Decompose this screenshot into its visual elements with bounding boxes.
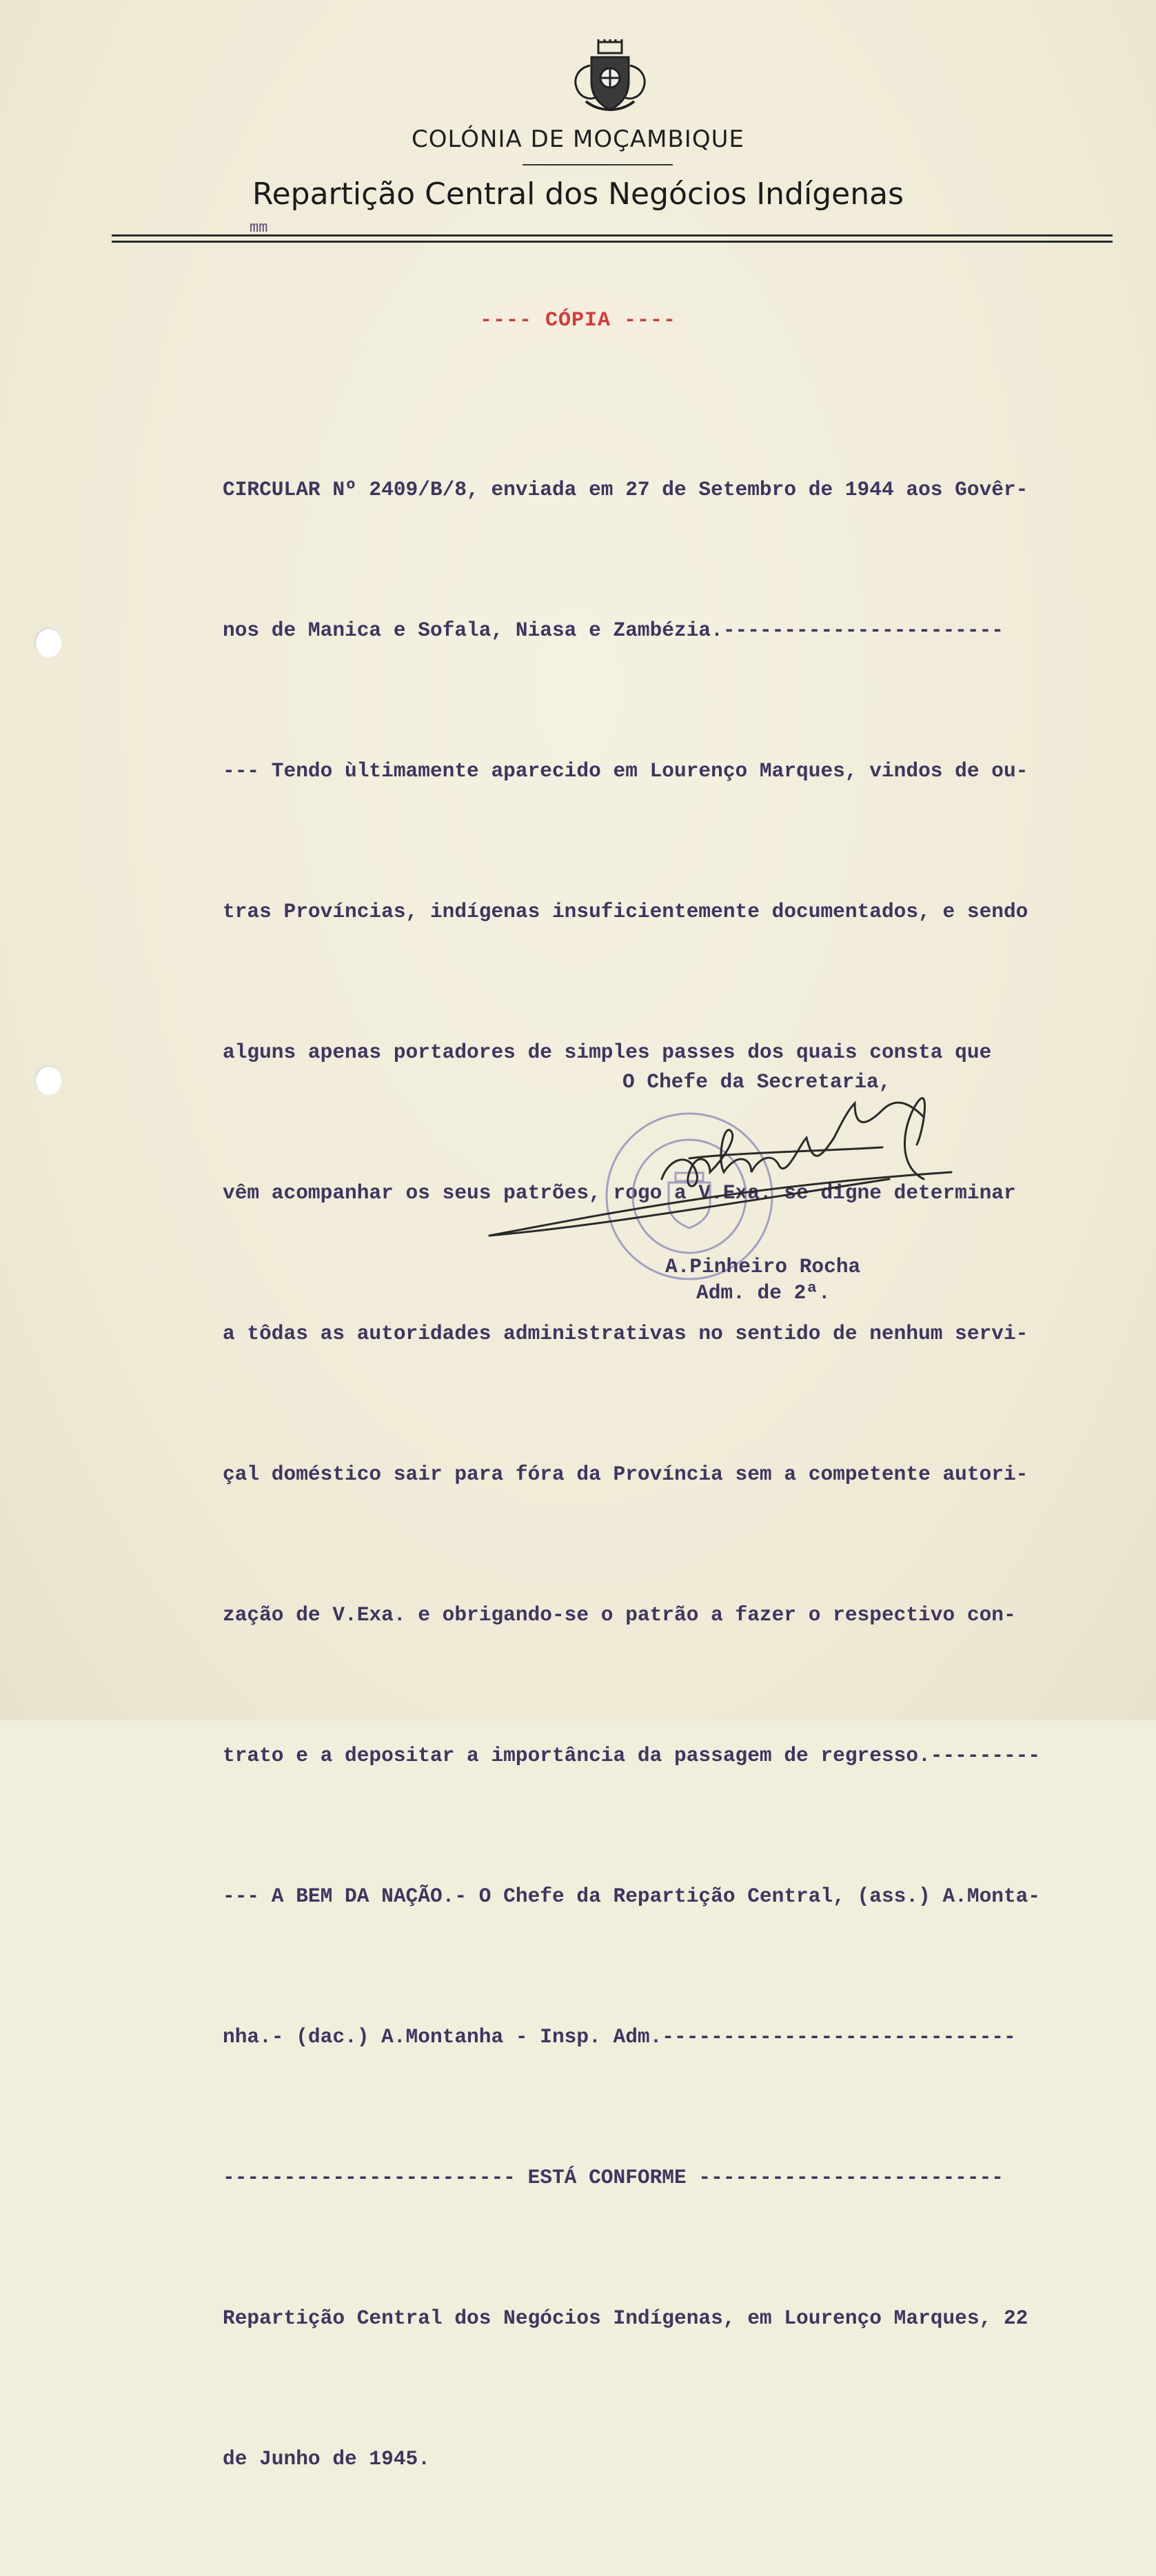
colony-heading: COLÓNIA DE MOÇAMBIQUE xyxy=(412,125,744,153)
body-line: a tôdas as autoridades administrativas no sentido de nenhum servi- xyxy=(223,1322,1028,1345)
punch-hole-lower xyxy=(34,1065,62,1096)
department-heading: Repartição Central dos Negócios Indígenas xyxy=(252,177,904,212)
body-line: tras Províncias, indígenas insuficientemente documentados, e sendo xyxy=(223,900,1028,923)
coat-of-arms-icon xyxy=(565,38,655,117)
signatory-role: Adm. de 2ª. xyxy=(696,1281,831,1305)
body-line: Repartição Central dos Negócios Indígenas, em Lourenço Marques, 22 xyxy=(223,2306,1028,2330)
copy-label: ---- CÓPIA ---- xyxy=(479,309,677,332)
header-rule-bottom xyxy=(112,241,1113,243)
header-rule-top xyxy=(112,234,1113,237)
body-line: çal doméstico sair para fóra da Província sem a competente autori- xyxy=(223,1462,1028,1486)
reference-mark: mm xyxy=(250,219,268,237)
body-line: de Junho de 1945. xyxy=(223,2447,430,2471)
body-line: ------------------------ ESTÁ CONFORME ------------------------- xyxy=(223,2166,1004,2189)
handwritten-signature xyxy=(483,1076,965,1255)
circular-body xyxy=(223,372,1146,2576)
body-line: alguns apenas portadores de simples passes dos quais consta que xyxy=(223,1040,992,1064)
body-line: nos de Manica e Sofala, Niasa e Zambézia.----------------------- xyxy=(223,618,1004,642)
heading-divider xyxy=(523,164,673,165)
body-line: vêm acompanhar os seus patrões, rogo a V.Exa. se digne determinar xyxy=(223,1181,1016,1205)
body-line: trato e a depositar a importância da passagem de regresso.--------- xyxy=(223,1744,1041,1767)
body-line: zação de V.Exa. e obrigando-se o patrão a fazer o respectivo con- xyxy=(223,1603,1016,1627)
body-line: --- A BEM DA NAÇÃO.- O Chefe da Repartição Central, (ass.) A.Monta- xyxy=(223,1884,1041,1908)
signatory-title: O Chefe da Secretaria, xyxy=(622,1070,891,1094)
body-line: nha.- (dac.) A.Montanha - Insp. Adm.----------------------------- xyxy=(223,2025,1016,2049)
body-line: CIRCULAR Nº 2409/B/8, enviada em 27 de Setembro de 1944 aos Govêr- xyxy=(223,478,1028,501)
punch-hole-upper xyxy=(34,627,62,658)
body-line: --- Tendo ùltimamente aparecido em Lourenço Marques, vindos de ou- xyxy=(223,759,1028,783)
signatory-name: A.Pinheiro Rocha xyxy=(665,1255,861,1278)
